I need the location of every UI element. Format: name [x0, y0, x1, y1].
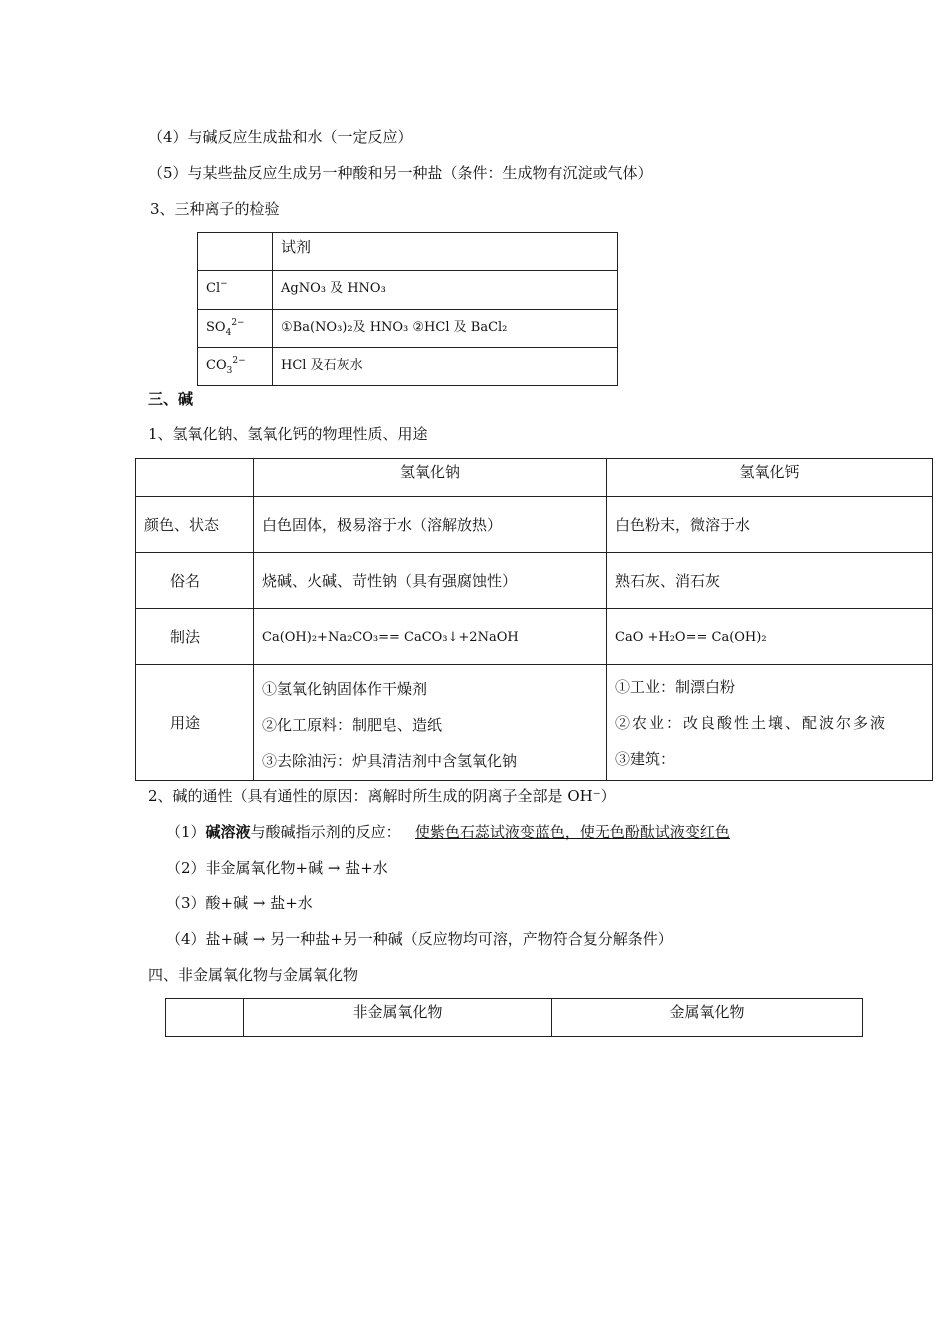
naoh-use-1: ①氢氧化钠固体作干燥剂 — [262, 680, 428, 698]
ion-test-heading: 3、三种离子的检验 — [150, 200, 280, 218]
oxide-header-blank — [166, 999, 244, 1037]
base-header-blank — [136, 459, 254, 497]
naoh-color-state: 白色固体，极易溶于水（溶解放热） — [254, 497, 607, 553]
base-solution-label: 碱溶液 — [205, 823, 251, 841]
caoh-uses — [607, 665, 933, 781]
caoh-use-2: ②农业：改良酸性土壤、配波尔多液 — [615, 714, 888, 732]
acid-property-4: （4）与碱反应生成盐和水（一定反应） — [148, 128, 413, 146]
section-3-sub1: 1、氢氧化钠、氢氧化钙的物理性质、用途 — [148, 425, 428, 443]
indicator-reaction: 使紫色石蕊试液变蓝色，使无色酚酞试液变红色 — [414, 823, 730, 841]
naoh-uses — [254, 665, 607, 781]
naoh-use-2: ②化工原料：制肥皂、造纸 — [262, 716, 443, 734]
nonmetal-oxide-header: 非金属氧化物 — [244, 999, 552, 1037]
base-general-heading: 2、碱的通性（具有通性的原因：离解时所生成的阴离子全部是 OH⁻） — [148, 787, 616, 805]
section-3-title: 三、碱 — [148, 390, 194, 408]
caoh-use-3: ③建筑： — [615, 750, 676, 768]
row-label-color-state: 颜色、状态 — [136, 497, 254, 553]
caoh-preparation: CaO +H₂O== Ca(OH)₂ — [607, 609, 933, 665]
base-general-1-mid: 与酸碱指示剂的反应： — [250, 823, 401, 841]
row-label-preparation: 制法 — [136, 609, 254, 665]
naoh-header: 氢氧化钠 — [254, 459, 607, 497]
ion-header-blank — [198, 233, 273, 271]
ion-cl: Cl− — [198, 271, 273, 310]
ion-co3: $CO_3^{2-}$ — [198, 348, 273, 386]
base-properties-table — [135, 458, 933, 781]
naoh-preparation: Ca(OH)₂+Na₂CO₃== CaCO₃↓+2NaOH — [254, 609, 607, 665]
base-general-1 — [166, 822, 730, 842]
ion-so4: $SO_4^{2-}$ — [198, 310, 273, 348]
caoh-use-1: ①工业：制漂白粉 — [615, 678, 736, 696]
section-4-title: 四、非金属氧化物与金属氧化物 — [148, 966, 359, 984]
base-general-1-prefix: （1） — [166, 823, 206, 841]
acid-property-5: （5）与某些盐反应生成另一种酸和另一种盐（条件：生成物有沉淀或气体） — [148, 164, 653, 182]
reagent-cl: AgNO₃ 及 HNO₃ — [273, 271, 618, 310]
reagent-header: 试剂 — [273, 233, 618, 271]
base-general-2: （2）非金属氧化物+碱 → 盐+水 — [166, 859, 388, 877]
reagent-so4: ①Ba(NO₃)₂及 HNO₃ ②HCl 及 BaCl₂ — [273, 310, 618, 348]
oxide-table — [165, 998, 863, 1037]
base-general-3: （3）酸+碱 → 盐+水 — [166, 894, 313, 912]
row-label-uses: 用途 — [136, 665, 254, 781]
metal-oxide-header: 金属氧化物 — [552, 999, 863, 1037]
caoh-common-name: 熟石灰、消石灰 — [607, 553, 933, 609]
caoh-header: 氢氧化钙 — [607, 459, 933, 497]
ion-test-table — [197, 232, 618, 386]
row-label-common-name: 俗名 — [136, 553, 254, 609]
naoh-use-3: ③去除油污：炉具清洁剂中含氢氧化钠 — [262, 752, 518, 770]
caoh-color-state: 白色粉末，微溶于水 — [607, 497, 933, 553]
reagent-co3: HCl 及石灰水 — [273, 348, 618, 386]
naoh-common-name: 烧碱、火碱、苛性钠（具有强腐蚀性） — [254, 553, 607, 609]
base-general-4: （4）盐+碱 → 另一种盐+另一种碱（反应物均可溶，产物符合复分解条件） — [166, 930, 673, 948]
